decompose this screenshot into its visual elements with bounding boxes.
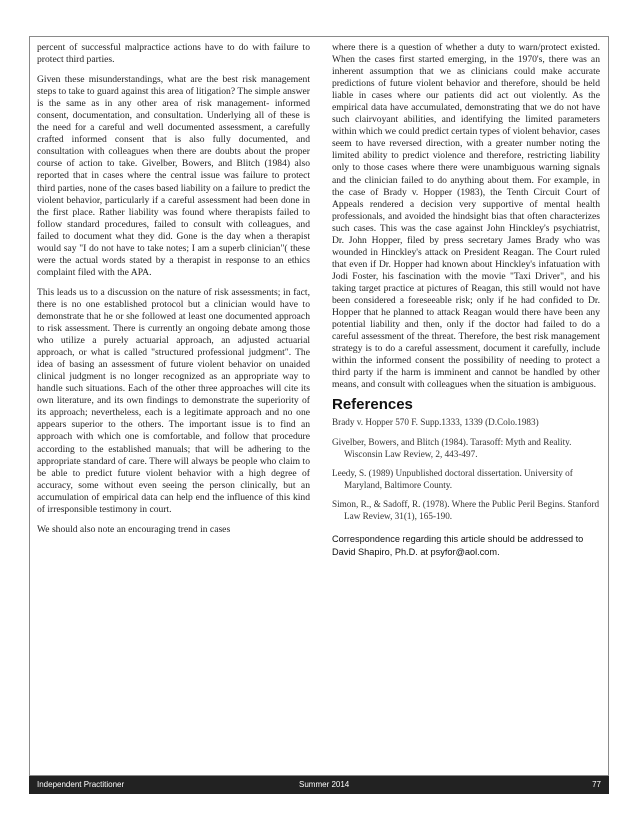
right-column	[332, 42, 600, 559]
left-column	[37, 42, 310, 544]
body-paragraph: where there is a question of whether a duty to warn/protect existed. When the cases first started emerging, in the 1970's, there was an inherent assumption that we as clinicians could make accurate predictions of future violent behavior and therefore, should be held liable in cases where our patients did act out violently. As the empirical data have accumulated, demonstrating that we do not have such clairvoyant abilities, and identifying the limited parameters within which we could predict certain types of violent behavior, cases seem to have reversed direction, with a greater number noting the limited ability to predict violence and therefore, restricting liability only to those cases where there were unambiguous warning signals and the clinician failed to do anything about them. For example, in the case of Brady v. Hopper (1983), the Tenth Circuit Court of Appeals rendered a decision very supportive of mental health professionals, and avoided the hindsight bias that often characterizes such cases. This was the case against John Hinckley's psychiatrist, Dr. John Hopper, filed by press secretary James Brady who was wounded in Hinckley's attack on President Reagan. The Court ruled that even if Dr. Hopper had known about Hinckley's infatuation with Jodi Foster, his fascination with the movie "Taxi Driver", and his taking target practice at pictures of Reagan, this still would not have been considered a foreseeable risk; only if he had confided to Dr. Hopper that he planned to attack Reagan would there have been any potential liability and then, only if the doctor had failed to do a careful assessment of the threat. Therefore, the best risk management strategy is to do a careful assessment, document it carefully, include within the informed consent the possibility of needing to protect a third party if the harm is imminent and cannot be handled by other means, and consult with colleagues when the situation is ambiguous.	[332, 42, 600, 391]
body-paragraph: Given these misunderstandings, what are the best risk management steps to take to guard against this area of litigation? The simple answer is the same as in any other area of risk management- informed consent, documentation, and consultation. Underlying all of these is the need for a careful and well documented assessment, a carefully crafted informed consent that is also fully documented, and consultation with colleagues when there are doubts about the proper course of action to take. Givelber, Bowers, and Blitch (1984) also reported that in cases where the central issue was failure to protect third parties, none of the cases based liability on a failure to predict the violent behavior, particularly if a careful assessment had been done in the first place. Rather liability was found where therapists failed to follow standard procedures, failed to consult with colleagues, and failed to document what they did. Gone is the day when a therapist would say "I do not have to take notes; I am a superb clinician"( these were the actual words stated by a therapist in response to an ethics complaint filed with the APA.	[37, 74, 310, 278]
reference-item: Brady v. Hopper 570 F. Supp.1333, 1339 (D.Colo.1983)	[332, 417, 539, 428]
reference-item: Givelber, Bowers, and Blitch (1984). Tarasoff: Myth and Reality. Wisconsin Law Review, 2, 443-497.	[332, 437, 572, 459]
references-heading: References	[332, 396, 413, 414]
reference-item: Simon, R., & Sadoff, R. (1978). Where the Public Peril Begins. Stanford Law Review, 31(1), 165-190.	[332, 499, 600, 521]
issue-date: Summer 2014	[299, 780, 350, 789]
page-number: 77	[592, 780, 601, 789]
page-footer	[29, 776, 609, 794]
journal-name: Independent Practitioner	[37, 780, 125, 789]
body-paragraph: We should also note an encouraging trend in cases	[37, 523, 231, 535]
references-list	[332, 417, 600, 522]
body-paragraph: percent of successful malpractice actions have to do with failure to protect third parties.	[37, 42, 310, 66]
correspondence-note: Correspondence regarding this article should be addressed to David Shapiro, Ph.D. at psyfor@aol.com.	[332, 533, 584, 557]
body-paragraph: This leads us to a discussion on the nature of risk assessments; in fact, there is no one established protocol but a clinician would have to demonstrate that he or she followed at least one documented approach to risk assessment. There is currently an ongoing debate among those who utilize a purely actuarial approach, an adjusted actuarial approach, or what is called "structured professional judgment". The idea of basing an assessment of future violent behavior on unaided clinical judgment is no longer recognized as an appropriate way to handle such situations. Each of the other three approaches will cite its own literature, and its own findings to demonstrate the superiority of its approach; nevertheless, each is a legitimate approach and no one appears superior to the others. The important issue is to find an approach with which one is comfortable, and follow that procedure according to the established manuals; that will be adhering to the appropriate standard of care. There will always be people who claim to be able to predict future violent behavior with a high degree of accuracy, some without even seeing the person clinically, but an accumulation of empirical data can help end the influence of this kind of irresponsible testimony in court.	[37, 286, 310, 515]
reference-item: Leedy, S. (1989) Unpublished doctoral dissertation. University of Maryland, Baltimore County.	[332, 468, 573, 490]
